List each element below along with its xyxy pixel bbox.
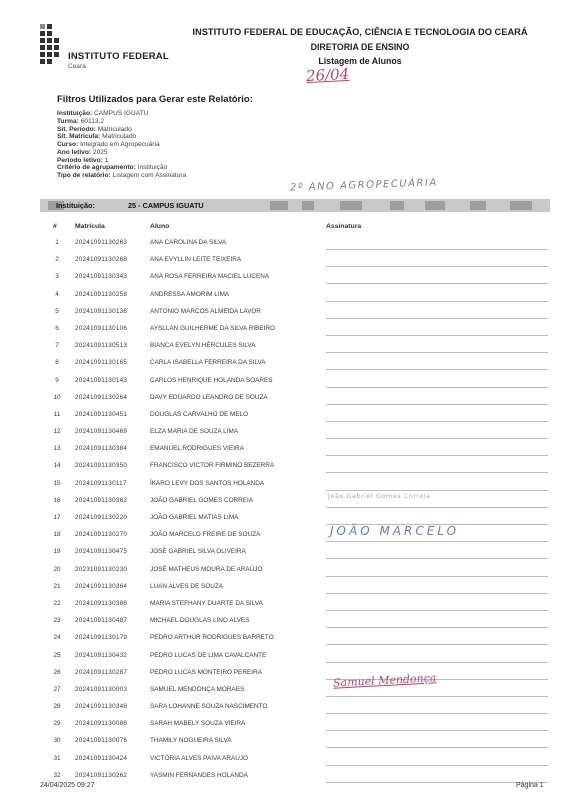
row-matricula: 20241091130343 <box>75 273 128 281</box>
filter-line <box>57 149 186 157</box>
row-matricula: 20241091130487 <box>75 617 128 625</box>
filter-line <box>57 141 186 149</box>
row-matricula: 20241091130179 <box>75 634 128 642</box>
row-number: 8 <box>55 359 59 367</box>
row-number: 5 <box>55 307 59 315</box>
row-aluno: MARIA STEFHANY DUARTE DA SILVA <box>150 599 263 607</box>
table-row <box>0 511 565 528</box>
filter-value: 60113.2 <box>80 117 105 125</box>
document-subtitle: DIRETORIA DE ENSINO <box>310 42 410 52</box>
filter-label: Sit. Período: <box>57 125 96 133</box>
signature-line[interactable] <box>326 472 548 473</box>
signature-line[interactable] <box>326 249 548 250</box>
row-aluno: FRANCISCO VICTOR FIRMINO BEZERRA <box>150 462 275 470</box>
filter-line <box>57 133 186 141</box>
row-matricula: 20241091130432 <box>75 651 128 659</box>
row-number: 16 <box>53 496 61 504</box>
row-number: 9 <box>55 376 59 384</box>
filter-label: Tipo de relatório: <box>57 172 111 179</box>
signature-line[interactable] <box>326 576 548 577</box>
row-matricula: 20241091130268 <box>75 256 128 264</box>
row-matricula: 20241091130350 <box>75 462 128 470</box>
row-aluno: JOÃO GABRIEL MATIAS LIMA <box>150 514 239 521</box>
row-aluno: ANA EVYLLIN LEITE TEIXEIRA <box>150 256 242 264</box>
row-number: 2 <box>55 256 59 264</box>
filter-label: Turma: <box>57 117 79 125</box>
student-table <box>0 236 565 786</box>
filter-label: Ano letivo: <box>57 148 92 156</box>
table-row <box>0 477 565 494</box>
row-aluno: DOUGLAS CARVALHO DE MELO <box>150 410 249 418</box>
row-number: 12 <box>53 428 61 436</box>
column-header-number: # <box>53 223 57 230</box>
row-aluno: LUAN ALVES DE SOUZA <box>150 582 224 590</box>
table-row <box>0 374 565 391</box>
table-row <box>0 442 565 459</box>
signature-line[interactable] <box>326 421 548 422</box>
row-aluno: PEDRO LUCAS DE LIMA CAVALCANTE <box>150 651 267 659</box>
report-name: Listagem de Alunos <box>318 56 402 66</box>
filter-value: 2025 <box>92 148 108 156</box>
signature-line[interactable] <box>326 696 548 697</box>
filter-label: Instituição: <box>57 110 93 117</box>
row-matricula: 20241091130424 <box>75 754 128 762</box>
table-row <box>0 752 565 769</box>
handwritten-date: 26/04 <box>305 64 350 86</box>
table-row <box>0 253 565 270</box>
row-aluno: JOÃO MARCELO FREIRE DE SOUZA <box>150 531 261 539</box>
signature-line[interactable] <box>326 283 548 284</box>
column-header-aluno: Aluno <box>150 223 170 230</box>
signature-line[interactable] <box>326 662 548 663</box>
row-aluno: THAMILY NOGUEIRA SILVA <box>150 737 232 745</box>
signature-line[interactable] <box>326 438 548 439</box>
signature-line[interactable] <box>326 593 548 594</box>
filters-list <box>57 110 186 180</box>
row-matricula: 20241091130258 <box>75 290 128 298</box>
filter-line <box>57 110 186 118</box>
signature-row-16: João Gabriel Gomes Correia <box>328 492 431 500</box>
row-aluno: PEDRO ARTHUR RODRIGUES BARRETO <box>150 634 274 642</box>
filter-label: Critério de agrupamento: <box>57 164 136 172</box>
row-matricula: 20241091130386 <box>75 599 128 607</box>
table-row <box>0 356 565 373</box>
row-aluno: AYSLLAN GUILHERME DA SILVA RIBEIRO <box>150 324 276 332</box>
logo-name: INSTITUTO FEDERAL <box>68 51 169 62</box>
row-matricula: 20241091130451 <box>75 410 128 418</box>
row-matricula: 20241091130384 <box>75 445 128 453</box>
row-number: 19 <box>53 548 61 556</box>
signature-line[interactable] <box>326 387 548 388</box>
signature-line[interactable] <box>326 730 548 731</box>
logo-grid-icon <box>40 24 66 68</box>
row-number: 24 <box>53 634 61 642</box>
signature-line[interactable] <box>326 627 548 628</box>
filter-line <box>57 157 186 165</box>
signature-row-27: Samuel Mendonça <box>332 671 437 690</box>
table-row <box>0 236 565 253</box>
row-aluno: EMANUEL RODRIGUES VIEIRA <box>150 445 244 453</box>
signature-line[interactable] <box>326 507 548 508</box>
row-aluno: VICTÓRIA ALVES PAIVA ARAÚJO <box>150 754 249 762</box>
signature-line[interactable] <box>326 369 548 370</box>
row-number: 28 <box>53 703 61 711</box>
row-number: 13 <box>53 445 61 453</box>
row-number: 6 <box>55 324 59 332</box>
row-aluno: ANA CAROLINA DA SILVA <box>150 239 227 246</box>
row-matricula: 20241091130287 <box>75 668 128 676</box>
row-number: 1 <box>55 239 59 246</box>
signature-line[interactable] <box>326 713 548 714</box>
row-number: 27 <box>53 685 61 693</box>
table-row <box>0 408 565 425</box>
row-matricula: 20241091130364 <box>75 582 128 590</box>
table-row <box>0 683 565 700</box>
filter-value: Matriculado <box>97 125 132 133</box>
filter-value: CAMPUS IGUATU <box>94 110 149 117</box>
table-row <box>0 666 565 683</box>
row-matricula: 20241091130117 <box>75 479 127 487</box>
row-number: 20 <box>53 565 61 573</box>
institution-logo <box>40 24 169 72</box>
filter-label: Sit. Matrícula: <box>57 133 101 141</box>
signature-line[interactable] <box>326 558 548 559</box>
document-title: INSTITUTO FEDERAL DE EDUCAÇÃO, CIÊNCIA E TECNOLOGIA DO CEARÁ <box>192 27 528 37</box>
row-number: 14 <box>53 462 61 470</box>
table-row <box>0 339 565 356</box>
filter-label: Curso: <box>57 141 79 148</box>
table-row <box>0 563 565 580</box>
row-number: 7 <box>55 342 59 350</box>
row-matricula: 20241091130264 <box>75 393 128 401</box>
table-row <box>0 322 565 339</box>
filter-value: Matriculado <box>102 133 137 141</box>
filter-line <box>57 126 186 134</box>
handwritten-class-note: 2º ANO AGROPECUÁRIA <box>289 177 438 194</box>
group-label: Instituição: <box>56 201 95 210</box>
row-matricula: 20241091130003 <box>75 685 128 693</box>
filter-line <box>57 118 186 126</box>
row-matricula: 20241091130262 <box>75 771 128 779</box>
filter-value: Instituição <box>137 164 168 172</box>
row-aluno: ELZA MARIA DE SOUZA LIMA <box>150 428 239 436</box>
row-aluno: SARA LOHANNE SOUZA NASCIMENTO <box>150 703 268 711</box>
row-aluno: ANDRESSA AMORIM LIMA <box>150 290 230 298</box>
table-row <box>0 700 565 717</box>
row-number: 11 <box>53 410 61 418</box>
row-matricula: 20241091130475 <box>75 548 128 556</box>
row-number: 32 <box>53 771 61 779</box>
signature-row-18: JOÃO MARCELO <box>330 524 460 538</box>
signature-line[interactable] <box>326 404 548 405</box>
table-row <box>0 580 565 597</box>
table-row <box>0 459 565 476</box>
row-aluno: SARAH MABELY SOUZA VIEIRA <box>150 720 246 728</box>
row-number: 25 <box>53 651 61 659</box>
signature-line[interactable] <box>326 541 548 542</box>
table-row <box>0 649 565 666</box>
signature-line[interactable] <box>326 318 548 319</box>
table-row <box>0 528 565 545</box>
row-number: 17 <box>53 514 61 521</box>
table-row <box>0 734 565 751</box>
group-band <box>40 199 550 212</box>
column-header-assinatura: Assinatura <box>326 223 362 230</box>
row-number: 22 <box>53 599 61 607</box>
footer-page: Página 1 <box>516 782 544 789</box>
group-value: 25 - CAMPUS IGUATU <box>128 201 204 210</box>
signature-line[interactable] <box>326 352 548 353</box>
row-aluno: YASMIN FERNANDES HOLANDA <box>150 771 248 779</box>
row-aluno: CARLA ISABELLA FERREIRA DA SILVA <box>150 359 266 367</box>
row-matricula: 20241091130220 <box>75 514 128 521</box>
row-matricula: 20241091130106 <box>75 324 128 332</box>
signature-line[interactable] <box>326 765 548 766</box>
row-aluno: PEDRO LUCAS MONTEIRO PEREIRA <box>150 668 262 676</box>
table-row <box>0 425 565 442</box>
row-number: 31 <box>53 754 61 762</box>
signature-line[interactable] <box>326 490 548 491</box>
row-matricula: 20241091130348 <box>75 703 128 711</box>
table-row <box>0 614 565 631</box>
row-matricula: 20241091130469 <box>75 428 128 436</box>
row-aluno: JOSÉ MATHEUS MOURA DE ARAÚJO <box>150 565 263 573</box>
row-matricula: 20241091130086 <box>75 720 128 728</box>
row-matricula: 20241091130362 <box>75 496 128 504</box>
row-aluno: CARLOS HENRIQUE HOLANDA SOARES <box>150 376 273 384</box>
column-header-matricula: Matrícula <box>75 223 105 230</box>
signature-line[interactable] <box>326 610 548 611</box>
row-aluno: SAMUEL MENDONÇA MORAES <box>150 685 245 693</box>
row-aluno: ANA ROSA FERREIRA MACIEL LUCENA <box>150 273 270 281</box>
table-row <box>0 305 565 322</box>
row-aluno: DAVY EDUARDO LEANDRO DE SOUZA <box>150 393 268 401</box>
row-aluno: JOÃO GABRIEL GOMES CORREIA <box>150 496 254 504</box>
row-matricula: 20241091130136 <box>75 307 128 315</box>
table-row <box>0 597 565 614</box>
row-number: 23 <box>53 617 61 625</box>
signature-line[interactable] <box>326 747 548 748</box>
row-number: 26 <box>53 668 61 676</box>
filter-line <box>57 164 186 172</box>
filter-label: Período letivo: <box>57 156 103 164</box>
table-row <box>0 288 565 305</box>
filter-value: 1 <box>104 156 109 164</box>
table-row <box>0 545 565 562</box>
signature-line[interactable] <box>326 335 548 336</box>
filters-title: Filtros Utilizados para Gerar este Relatório: <box>57 94 253 105</box>
row-number: 30 <box>53 737 61 745</box>
row-aluno: JOSÉ GABRIEL SILVA OLIVEIRA <box>150 548 246 556</box>
row-matricula: 20241091130270 <box>75 531 128 539</box>
logo-subtitle: Ceará <box>68 63 86 70</box>
row-matricula: 20241091130143 <box>75 376 128 384</box>
row-number: 15 <box>53 479 61 487</box>
row-number: 21 <box>53 582 61 590</box>
filter-value: Integrado em Agropecuária <box>80 141 160 148</box>
row-matricula: 20241091130513 <box>75 342 128 350</box>
row-aluno: MICHAEL DOUGLAS LINO ALVES <box>150 617 250 625</box>
table-row <box>0 391 565 408</box>
table-row <box>0 717 565 734</box>
footer-timestamp: 24/04/2025 09:27 <box>40 782 95 789</box>
row-matricula: 20231091130230 <box>75 565 128 573</box>
row-matricula: 20241091130076 <box>75 737 128 745</box>
signature-line[interactable] <box>326 644 548 645</box>
row-aluno: ANTONIO MARCOS ALMEIDA LAVOR <box>150 307 261 315</box>
signature-line[interactable] <box>326 782 548 783</box>
row-number: 29 <box>53 720 61 728</box>
signature-line[interactable] <box>326 266 548 267</box>
row-aluno: ÍKARO LEVY DOS SANTOS HOLANDA <box>150 479 265 487</box>
row-number: 3 <box>55 273 59 281</box>
filter-value: Listagem com Assinatura <box>112 172 187 179</box>
filter-line <box>57 172 186 180</box>
table-row <box>0 631 565 648</box>
row-number: 18 <box>53 531 61 539</box>
row-matricula: 20241091130165 <box>75 359 128 367</box>
row-aluno: BIANCA EVELYN HÉRCULES SILVA <box>150 342 256 350</box>
table-row <box>0 494 565 511</box>
row-matricula: 20241091130263 <box>75 239 128 246</box>
row-number: 4 <box>55 290 59 298</box>
signature-line[interactable] <box>326 301 548 302</box>
table-row <box>0 270 565 287</box>
signature-line[interactable] <box>326 455 548 456</box>
row-number: 10 <box>53 393 61 401</box>
